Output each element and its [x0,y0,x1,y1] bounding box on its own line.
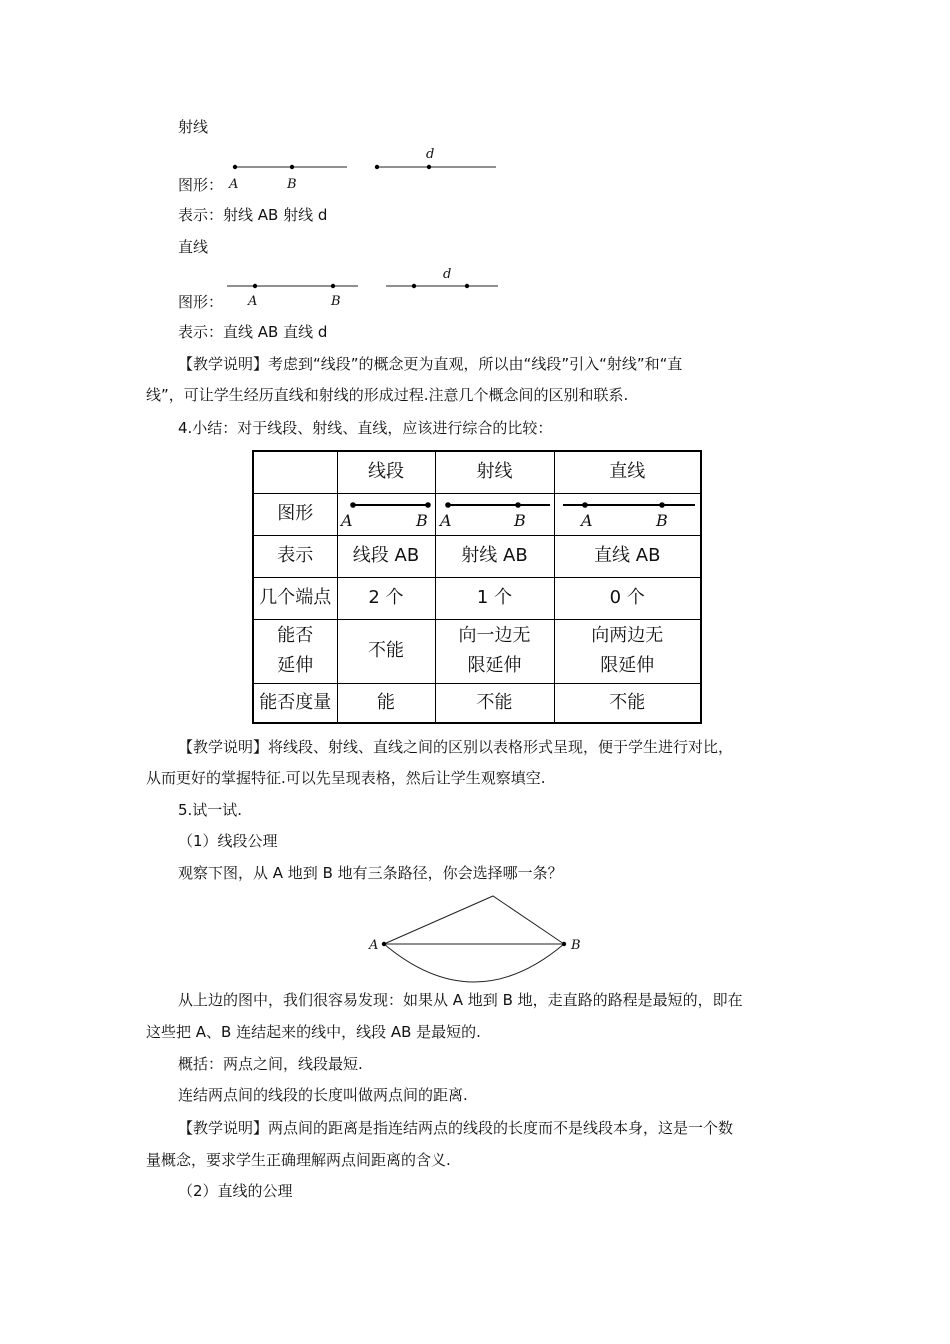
segment-figure [338,496,434,532]
ray-d-start-dot [375,165,379,169]
point-b-dot [331,284,335,288]
line-notation: 表示：直线 AB 直线 d [178,323,328,341]
table-cell: 射线 AB [435,535,554,577]
figure-cell-line [554,493,701,535]
row-label-line: 能否 [277,625,314,646]
point-a-dot [253,284,257,288]
point-a-label: A [440,511,452,530]
point-b-dot [425,502,431,508]
teaching-note-3-line2: 量概念，要求学生正确理解两点间距离的含义. [146,1151,451,1169]
header-cell-segment: 线段 [337,451,435,493]
ray-figure [225,140,505,195]
table-row-notation [253,535,701,577]
cell-line: 向一边无 [458,625,531,646]
line-figure [225,260,505,315]
line-table-figure [555,496,700,532]
path-broken-line [384,896,564,944]
observe-prompt: 观察下图，从 A 地到 B 地有三条路径，你会选择哪一条？ [178,864,563,882]
ray-table-figure [436,496,553,532]
line-figure-label: 图形： [178,293,224,311]
point-b-dot [515,502,521,508]
comparison-table [252,450,702,724]
point-b-label: B [571,938,581,953]
point-a-label: A [369,938,379,953]
figure-cell-segment [337,493,435,535]
discover-line1: 从上边的图中，我们很容易发现：如果从 A 地到 B 地，走直路的路程是最短的，即在 [178,991,743,1009]
line-axiom-heading: （2）直线的公理 [178,1182,293,1200]
header-cell-ray: 射线 [435,451,554,493]
segment-axiom-heading: （1）线段公理 [178,832,278,850]
point-b-dot [562,942,566,946]
table-row-measure [253,683,701,723]
row-label-measure: 能否度量 [253,683,337,723]
three-paths-figure [360,888,590,988]
teaching-note-2-line2: 从而更好的掌握特征.可以先呈现表格，然后让学生观察填空. [146,769,546,787]
row-label-notation: 表示 [253,535,337,577]
ray-d-mid-dot [427,165,431,169]
table-cell: 2 个 [337,577,435,619]
point-a-label: A [229,177,239,192]
cell-line: 不能 [368,640,404,661]
point-b-label: B [331,294,341,309]
teaching-note-1-line2: 线”，可让学生经历直线和射线的形成过程.注意几个概念间的区别和联系. [146,386,629,404]
ray-figure-label: 图形： [178,176,224,194]
point-a-label: A [341,511,353,530]
line-heading: 直线 [178,238,209,256]
table-header-row [253,451,701,493]
point-a-label: A [580,511,593,530]
ray-notation: 表示：射线 AB 射线 d [178,206,328,224]
header-cell-line: 直线 [554,451,701,493]
table-row-extend [253,619,701,683]
point-b-label: B [655,511,668,530]
point-a-dot [233,165,237,169]
teaching-note-1-line1: 【教学说明】考虑到“线段”的概念更为直观，所以由“线段”引入“射线”和“直 [178,355,683,373]
row-label-endpoints: 几个端点 [253,577,337,619]
point-a-label: A [248,294,258,309]
table-cell: 直线 AB [554,535,701,577]
row-label-figure: 图形 [253,493,337,535]
cell-line: 限延伸 [467,655,522,676]
ray-heading: 射线 [178,118,209,136]
point-b-label: B [416,511,428,530]
letter-d-label: d [443,267,452,282]
point-b-label: B [514,511,526,530]
point-b-dot [290,165,294,169]
row-label-extend [253,619,337,683]
point-a-dot [445,502,451,508]
figure-cell-ray [435,493,554,535]
path-curve [384,944,564,982]
point-a-dot [582,502,588,508]
cell-line: 向两边无 [591,625,664,646]
table-cell: 1 个 [435,577,554,619]
line-d-dot-1 [412,284,416,288]
try-heading: 5.试一试. [178,801,243,819]
cell-line: 限延伸 [600,655,655,676]
table-cell [337,619,435,683]
distance-definition: 连结两点间的线段的长度叫做两点间的距离. [178,1086,468,1104]
teaching-note-3-line1: 【教学说明】两点间的距离是指连结两点的线段的长度而不是线段本身，这是一个数 [178,1119,734,1137]
header-cell-empty [253,451,337,493]
table-cell: 不能 [554,683,701,723]
point-b-label: B [287,177,297,192]
table-row-figure [253,493,701,535]
table-cell: 0 个 [554,577,701,619]
table-cell: 不能 [435,683,554,723]
letter-d-label: d [426,147,435,162]
point-b-dot [659,502,665,508]
teaching-note-2-line1: 【教学说明】将线段、射线、直线之间的区别以表格形式呈现，便于学生进行对比， [178,738,734,756]
table-cell [554,619,701,683]
table-cell: 能 [337,683,435,723]
discover-line2: 这些把 A、B 连结起来的线中，线段 AB 是最短的. [146,1023,481,1041]
table-cell [435,619,554,683]
line-d-dot-2 [465,284,469,288]
summary-heading: 4.小结：对于线段、射线、直线，应该进行综合的比较： [178,419,553,437]
row-label-line: 延伸 [277,655,314,676]
point-a-dot [382,942,386,946]
table-row-endpoints [253,577,701,619]
point-a-dot [350,502,356,508]
axiom-summary: 概括：两点之间，线段最短. [178,1055,363,1073]
table-cell: 线段 AB [337,535,435,577]
